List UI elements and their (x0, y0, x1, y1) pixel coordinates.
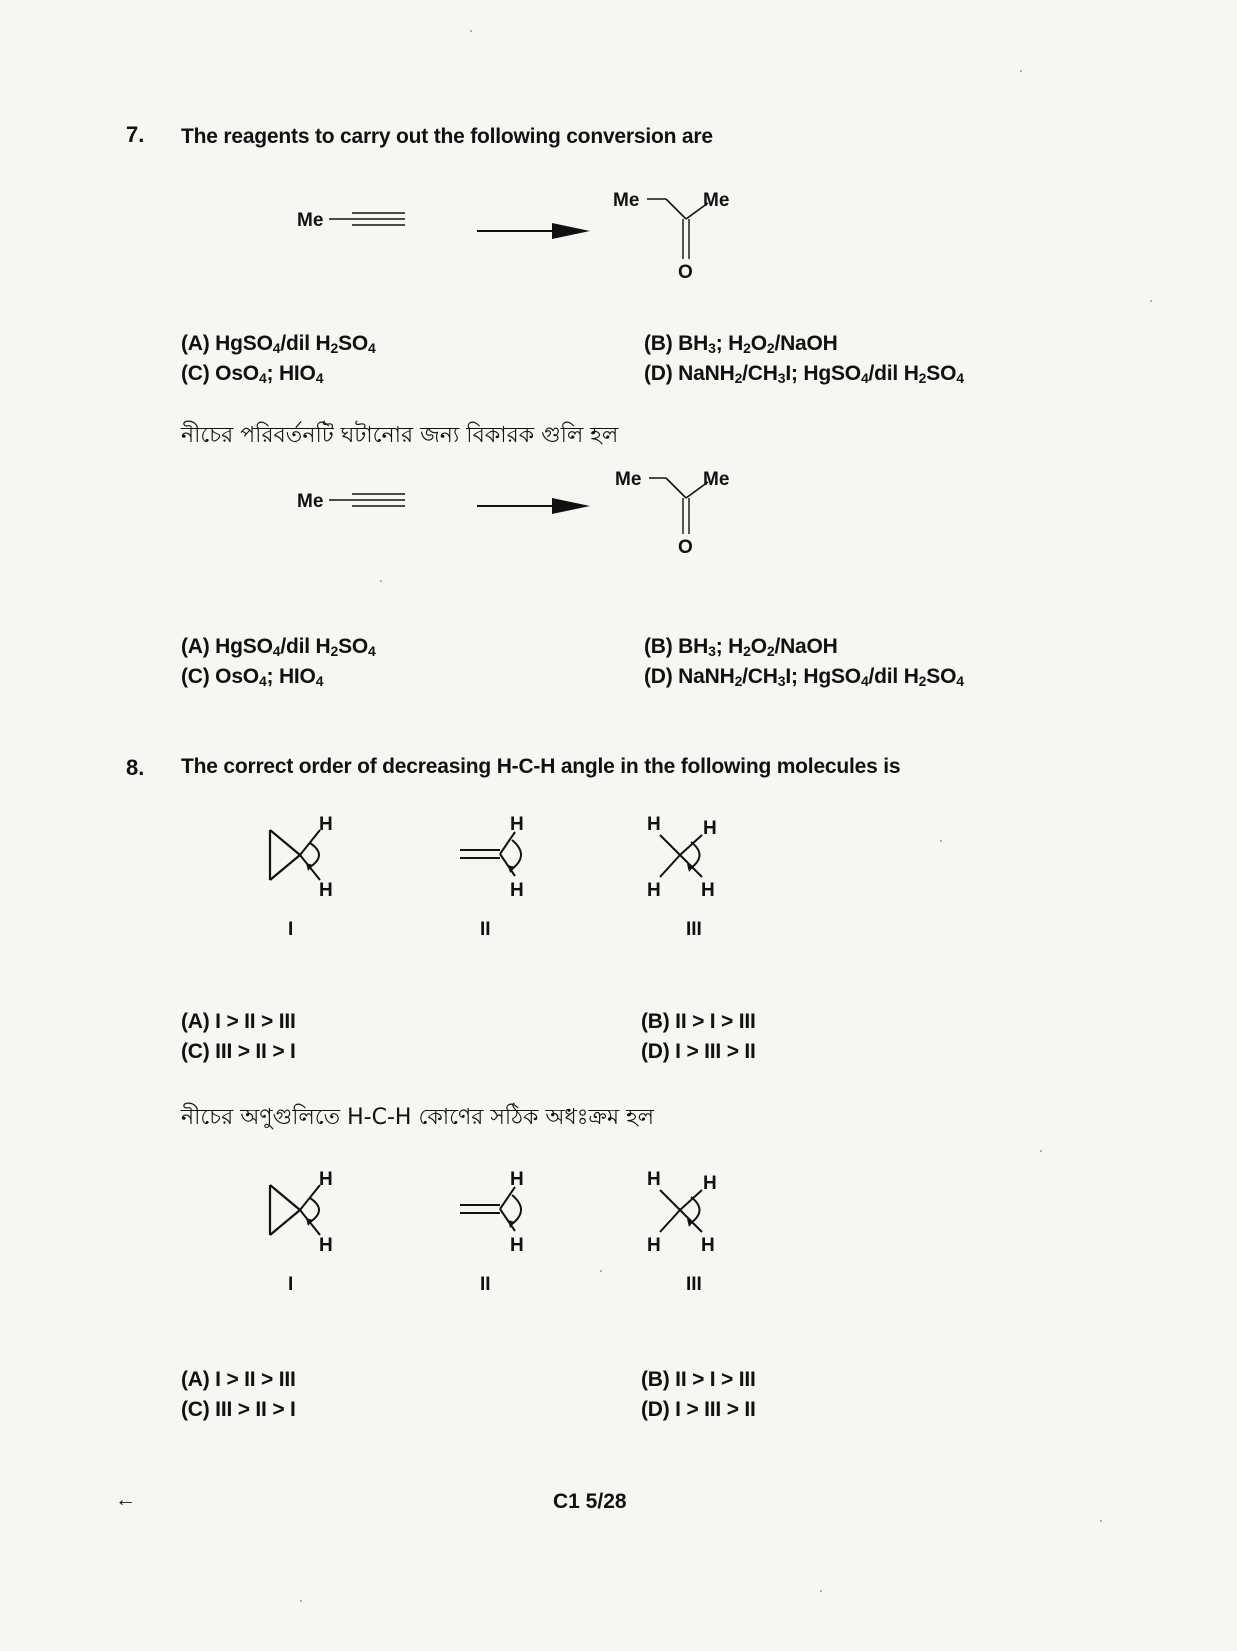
mol3b-h-bl: H (647, 1235, 661, 1256)
q7c-t2: ; HIO (266, 362, 316, 385)
q7b-s2: 2 (743, 340, 751, 356)
q7bna-s1: 4 (272, 643, 281, 659)
q7bna-t2: /dil H (280, 635, 331, 658)
q7bnd-s1: 2 (734, 673, 743, 689)
q7b-s3: 2 (766, 340, 775, 356)
q7bnd-t1: (D) NaNH (644, 665, 735, 688)
q7bnd-t3: I; HgSO (785, 665, 861, 688)
product2-bond-b (666, 478, 686, 498)
molecules-figure-8-en (250, 805, 770, 945)
product-bond-b (666, 199, 686, 219)
q8-bn-option-a[interactable]: (A) I > II > III (181, 1368, 296, 1391)
q7bnd-s3: 4 (860, 673, 869, 689)
back-arrow-icon[interactable]: ← (115, 1488, 136, 1511)
q8-bn-option-d[interactable]: (D) I > III > II (641, 1398, 756, 1421)
q7bnb-s2: 2 (743, 643, 751, 659)
q7bnb-t1: (B) BH (644, 635, 709, 658)
q7-option-d[interactable] (644, 362, 964, 386)
question-8-text-bengali: নীচের অণুগুলিতে H-C-H কোণের সঠিক অধঃক্রম হল (181, 1105, 655, 1130)
q7d-s4: 2 (918, 370, 927, 386)
q7d-s1: 2 (734, 370, 743, 386)
q7bnd-s2: 3 (777, 673, 786, 689)
mol3b-h-tr: H (703, 1173, 717, 1194)
mol3-h-bl: H (647, 880, 661, 901)
question-8-number: 8. (126, 755, 145, 780)
mol3-h-tl: H (647, 814, 661, 835)
q8-option-a[interactable]: (A) I > II > III (181, 1010, 296, 1033)
q7d-t4: /dil H (868, 362, 919, 385)
q7bna-t1: (A) HgSO (181, 635, 273, 658)
q7c-t1: (C) OsO (181, 362, 259, 385)
q7bnd-t2: /CH (742, 665, 778, 688)
q7d-t3: I; HgSO (785, 362, 861, 385)
reaction-arrow-head-2 (552, 498, 590, 514)
q7b-t4: /NaOH (774, 332, 838, 355)
molecule-label-ii-2: II (480, 1274, 491, 1295)
reaction-arrow-head (552, 223, 590, 239)
q7bnd-t5: SO (926, 665, 957, 688)
product-o-label: O (678, 262, 693, 283)
q8-bn-option-b[interactable]: (B) II > I > III (641, 1368, 756, 1391)
reaction-scheme-7-en (290, 185, 750, 290)
q7-bn-option-a[interactable] (181, 635, 376, 659)
q7-bn-option-c[interactable] (181, 665, 323, 689)
reactant-me-label: Me (297, 210, 324, 231)
q7bnc-s2: 4 (315, 673, 324, 689)
product-o-label-2: O (678, 537, 693, 558)
product-me-right-label-2: Me (703, 469, 730, 490)
q7bnd-s5: 4 (956, 673, 964, 689)
mol2-h-top: H (510, 814, 524, 835)
question-7-number: 7. (126, 122, 145, 147)
question-7-text-bengali: নীচের পরিবর্তনটি ঘটানোর জন্য বিকারক গুলি হল (181, 423, 619, 448)
q7bnb-t3: O (750, 635, 767, 658)
q8-bn-option-c[interactable]: (C) III > II > I (181, 1398, 296, 1421)
q7d-s3: 4 (860, 370, 869, 386)
q7a-t3: SO (338, 332, 369, 355)
q8-option-d[interactable]: (D) I > III > II (641, 1040, 756, 1063)
q8-option-c[interactable]: (C) III > II > I (181, 1040, 296, 1063)
q7b-t2: ; H (715, 332, 744, 355)
mol3b-h-tl: H (647, 1169, 661, 1190)
molecule-methane-2 (647, 1169, 717, 1295)
q7b-t3: O (750, 332, 767, 355)
mol1-h-bottom: H (319, 880, 333, 901)
mol3-h-tr: H (703, 818, 717, 839)
q7c-s2: 4 (315, 370, 324, 386)
reactant-me-label-2: Me (297, 491, 324, 512)
q7d-t1: (D) NaNH (644, 362, 735, 385)
molecules-figure-8-bn (250, 1160, 770, 1300)
mol1b-h-top: H (319, 1169, 333, 1190)
q7bna-t3: SO (338, 635, 369, 658)
question-7-text: The reagents to carry out the following conversion are (181, 125, 713, 148)
q7bna-s2: 2 (330, 643, 339, 659)
reaction-scheme-7-bn (290, 460, 750, 565)
product-me-left-label: Me (613, 190, 640, 211)
mol3b-h-br: H (701, 1235, 715, 1256)
q7d-t5: SO (926, 362, 957, 385)
molecule-cyclopropane-2 (270, 1169, 333, 1295)
molecule-label-i: I (288, 919, 294, 940)
molecule-ethylene-2 (460, 1169, 524, 1295)
molecule-label-iii-2: III (686, 1274, 702, 1295)
q7bnb-t4: /NaOH (774, 635, 838, 658)
mol1-h-top: H (319, 814, 333, 835)
mol2b-h-bottom: H (510, 1235, 524, 1256)
q8-option-b[interactable]: (B) II > I > III (641, 1010, 756, 1033)
product-me-left-label-2: Me (615, 469, 642, 490)
q7bnc-s1: 4 (258, 673, 267, 689)
q7a-t1: (A) HgSO (181, 332, 273, 355)
q7bnc-t2: ; HIO (266, 665, 316, 688)
q7-option-c[interactable] (181, 362, 323, 386)
q7bnd-s4: 2 (918, 673, 927, 689)
q7bna-s3: 4 (368, 643, 376, 659)
q7a-s1: 4 (272, 340, 281, 356)
molecule-cyclopropane (270, 814, 333, 940)
q7-option-b[interactable] (644, 332, 838, 356)
mol2-h-bottom: H (510, 880, 524, 901)
q7bnb-s1: 3 (708, 643, 716, 659)
product-me-right-label: Me (703, 190, 730, 211)
page-number: C1 5/28 (553, 1490, 627, 1513)
q7b-t1: (B) BH (644, 332, 709, 355)
q7-bn-option-d[interactable] (644, 665, 964, 689)
q7-bn-option-b[interactable] (644, 635, 838, 659)
question-8-text: The correct order of decreasing H-C-H angle in the following molecules is (181, 755, 901, 778)
q7a-s2: 2 (330, 340, 339, 356)
mol1b-h-bottom: H (319, 1235, 333, 1256)
q7c-s1: 4 (258, 370, 267, 386)
molecule-label-i-2: I (288, 1274, 294, 1295)
q7d-s2: 3 (777, 370, 786, 386)
molecule-methane (647, 814, 717, 940)
mol3-h-br: H (701, 880, 715, 901)
molecule-label-ii: II (480, 919, 491, 940)
q7a-t2: /dil H (280, 332, 331, 355)
q7b-s1: 3 (708, 340, 716, 356)
q7bnb-s3: 2 (766, 643, 775, 659)
mol2b-h-top: H (510, 1169, 524, 1190)
q7d-t2: /CH (742, 362, 778, 385)
q7a-s3: 4 (368, 340, 376, 356)
q7bnb-t2: ; H (715, 635, 744, 658)
molecule-label-iii: III (686, 919, 702, 940)
q7bnc-t1: (C) OsO (181, 665, 259, 688)
q7-option-a[interactable] (181, 332, 376, 356)
molecule-ethylene (460, 814, 524, 940)
q7bnd-t4: /dil H (868, 665, 919, 688)
q7d-s5: 4 (956, 370, 964, 386)
